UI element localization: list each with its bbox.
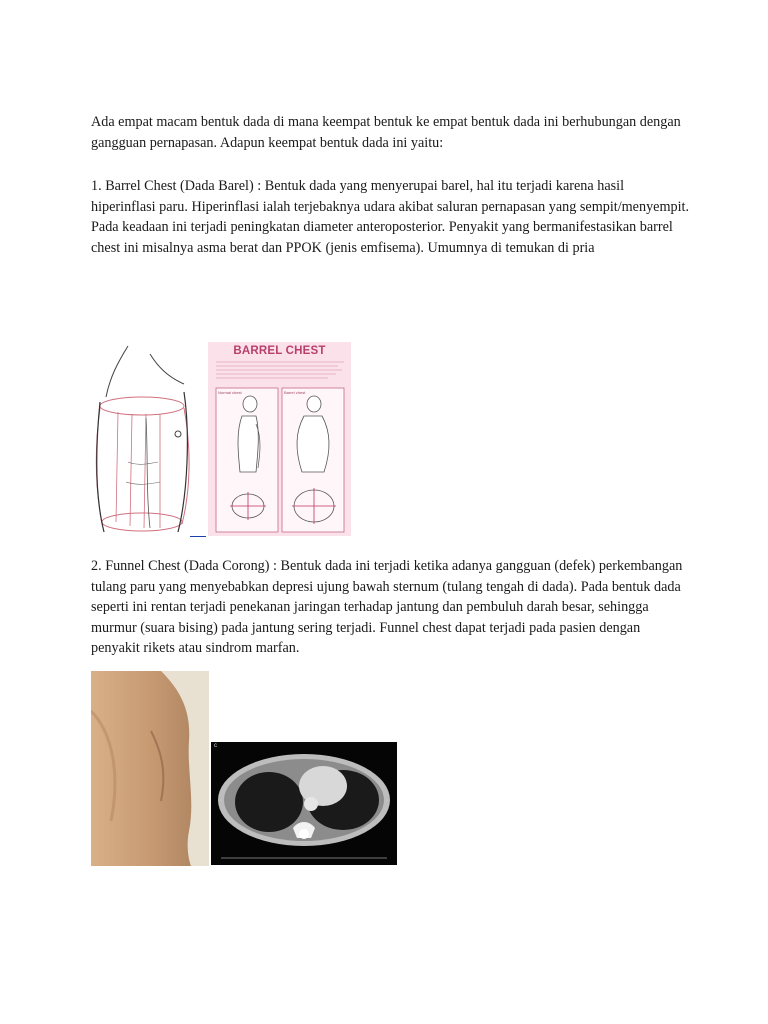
barrel-chest-poster-image bbox=[208, 342, 351, 536]
barrel-chest-paragraph: 1. Barrel Chest (Dada Barel) : Bentuk dada yang menyerupai barel, hal itu terjadi karena hasil hiperinflasi paru. Hiperinflasi ialah terjebaknya udara akibat saluran pernapasan yang sempit/menyempit. Pada keadaan ini terjadi peningkatan diameter anteroposterior. Penyakit yang bermanifestasikan barrel chest ini misalnya asma berat dan PPOK (jenis emfisema). Umumnya di temukan di pria bbox=[91, 178, 690, 256]
poster-panel-label-normal: Normal chest bbox=[218, 390, 242, 395]
barrel-chest-sketch-image bbox=[88, 342, 200, 538]
poster-panel-label-barrel: Barrel chest bbox=[284, 390, 306, 395]
patient-torso-photo bbox=[91, 671, 209, 866]
image-link-underline[interactable] bbox=[190, 536, 206, 537]
ct-panel-label: c bbox=[214, 743, 217, 749]
torso-sketch-drawing bbox=[88, 342, 200, 538]
chest-ct-scan-image bbox=[211, 742, 397, 865]
intro-paragraph: Ada empat macam bentuk dada di mana keempat bentuk ke empat bentuk dada ini berhubungan dengan gangguan pernapasan. Adapun keempat bentuk dada ini yaitu: bbox=[91, 114, 681, 151]
poster-illustration bbox=[208, 342, 351, 536]
poster-title: BARREL CHEST bbox=[233, 345, 326, 357]
funnel-chest-photo-image bbox=[91, 671, 209, 866]
funnel-chest-paragraph: 2. Funnel Chest (Dada Corong) : Bentuk dada ini terjadi ketika adanya gangguan (defek) perkembangan tulang paru yang menyebabkan depresi ujung bawah sternum (tulang tengah di dada). Pada bentuk dada seperti ini rentan terjadi penekanan jaringan terhadap jantung dan pembuluh darah besar, sehingga murmur (suara bising) pada jantung sering terjadi. Funnel chest dapat terjadi pada pasien dengan penyakit rikets atau sindrom marfan. bbox=[91, 558, 683, 657]
ct-scan-drawing bbox=[211, 742, 397, 865]
